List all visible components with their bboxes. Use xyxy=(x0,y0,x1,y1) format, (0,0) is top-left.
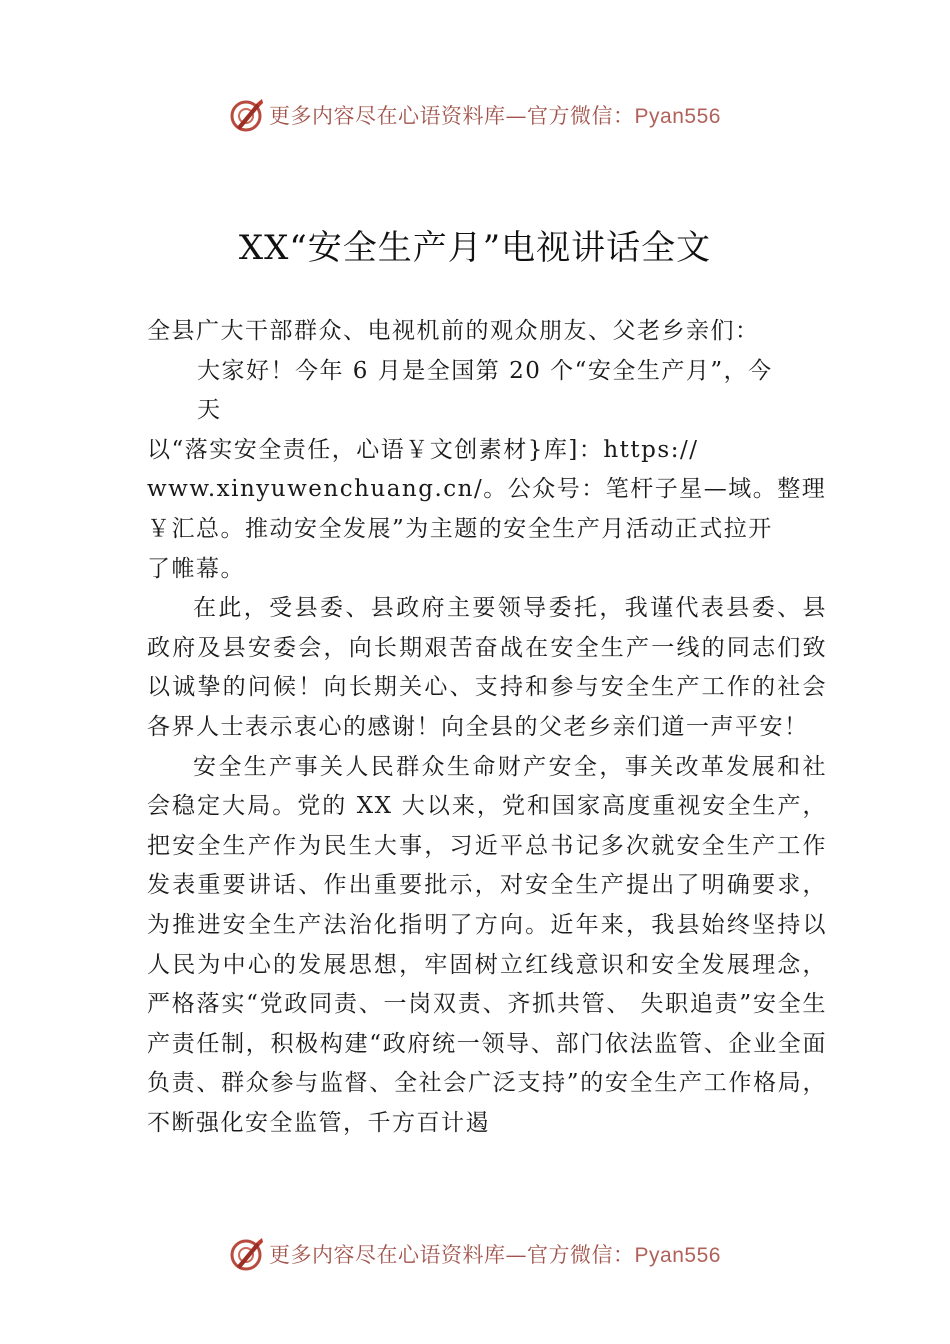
pen-logo-icon xyxy=(229,1236,265,1272)
footer-banner xyxy=(0,1234,950,1274)
document-body xyxy=(147,312,827,1143)
paragraph-1-line: 天 xyxy=(197,397,222,424)
paragraph-3: 安全生产事关人民群众生命财产安全，事关改革发展和社会稳定大局。党的 XX 大以来，党和国家高度重视安全生产，把安全生产作为民生大事，习近平总书记多次就安全生产工作发表重要讲话、作出重要批示，对安全生产提出了明确要求，为推进安全生产法治化指明了方向。近年来，我县始终坚持以人民为中心的发展思想，牢固树立红线意识和安全发展理念，严格落实“党政同责、一岗双责、齐抓共管、 失职追责”安全生产责任制，积极构建“政府统一领导、部门依法监管、企业全面负责、群众参与监督、全社会广泛支持”的安全生产工作格局，不断强化安全监管，千方百计遏 xyxy=(147,753,827,1136)
paragraph-1 xyxy=(147,352,827,590)
paragraph-2: 在此，受县委、县政府主要领导委托，我谨代表县委、县政府及县安委会，向长期艰苦奋战在安全生产一线的同志们致以诚挚的问候！向长期关心、支持和参与安全生产工作的社会各界人士表示衷心的感谢！向全县的父老乡亲们道一声平安！ xyxy=(147,595,827,740)
wechat-handle: Pyan556 xyxy=(634,105,721,128)
pen-logo-icon xyxy=(229,97,265,133)
banner-text: 更多内容尽在心语资料库—官方微信：Pyan556 xyxy=(269,104,721,128)
paragraph-1-line: 以“落实安全责任，心语￥文创素材}库]：https:// xyxy=(147,436,699,463)
paragraph-1-line: www.xinyuwenchuang.cn/。公众号：笔杆子星—域。整理 xyxy=(147,476,827,503)
salutation: 全县广大干部群众、电视机前的观众朋友、父老乡亲们： xyxy=(147,318,760,344)
document-title: XX“安全生产月”电视讲话全文 xyxy=(238,228,712,268)
wechat-handle: Pyan556 xyxy=(634,1244,721,1267)
header-banner xyxy=(0,95,950,135)
paragraph-1-line: 了帷幕。 xyxy=(147,555,245,582)
banner-text: 更多内容尽在心语资料库—官方微信：Pyan556 xyxy=(269,1243,721,1267)
paragraph-1-line: 大家好！今年 6 月是全国第 20 个“安全生产月”，今 xyxy=(197,357,773,384)
paragraph-1-line: ￥汇总。推动安全发展”为主题的安全生产月活动正式拉开 xyxy=(147,515,773,542)
